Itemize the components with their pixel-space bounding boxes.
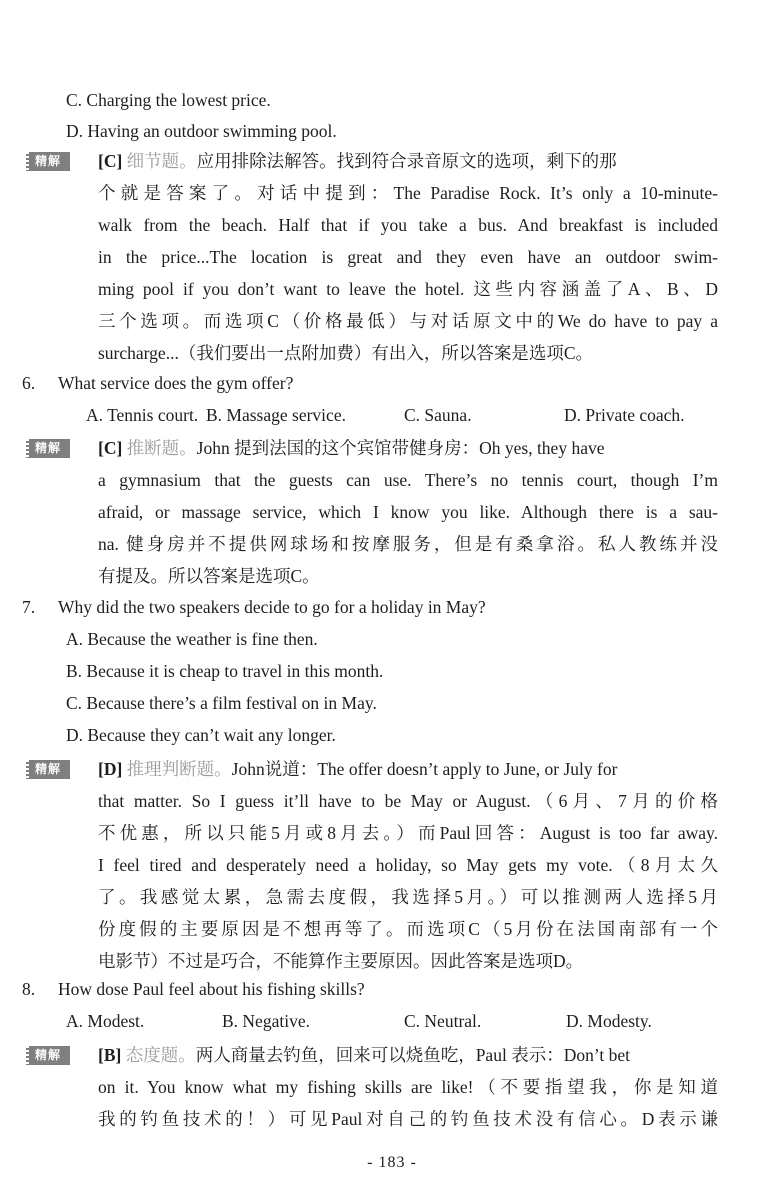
explanation-text: 我的钓鱼技术的！）可见Paul对自己的钓鱼技术没有信心。D表示谦	[98, 1109, 718, 1129]
explanation-text: John 提到法国的这个宾馆带健身房：Oh yes, they have	[196, 438, 605, 458]
question-number: 7.	[22, 597, 36, 617]
option-b: B. Massage service.	[206, 405, 346, 425]
explanation-text: 应用排除法解答。找到符合录音原文的选项，剩下的那	[196, 151, 617, 171]
explanation-text: 两人商量去钓鱼，回来可以烧鱼吃，Paul 表示：Don’t bet	[195, 1045, 630, 1065]
explanation-text: 三个选项。而选项C（价格最低）与对话原文中的We do have to pay a	[98, 311, 718, 331]
explanation-text: 有提及。所以答案是选项C。	[98, 566, 320, 586]
explanation-text: a gymnasium that the guests can use. There’s no tennis court, though I’m	[98, 470, 718, 490]
question-number: 8.	[22, 979, 36, 999]
option-b: B. Negative.	[222, 1011, 310, 1031]
explanation-text: afraid, or massage service, which I know you like. Although there is a sau-	[98, 502, 718, 522]
explanation-text: 了。我感觉太累，急需去度假，我选择5月。）可以推测两人选择5月	[98, 887, 718, 907]
explanation-text: on it. You know what my fishing skills are like!（不要指望我，你是知道	[98, 1077, 718, 1097]
option-d: D. Because they can’t wait any longer.	[66, 725, 336, 745]
explanation-text: I feel tired and desperately need a holiday, so May gets my vote.（8月太久	[98, 855, 718, 875]
option-d: D. Having an outdoor swimming pool.	[66, 121, 337, 141]
option-c: C. Because there’s a film festival on in May.	[66, 693, 377, 713]
question-type-tag: 细节题。	[126, 151, 197, 171]
explanation-text: John说道：The offer doesn’t apply to June, or July for	[231, 759, 618, 779]
explanation-text: ming pool if you don’t want to leave the hotel. 这些内容涵盖了A、B、D	[98, 279, 718, 299]
option-c: C. Charging the lowest price.	[66, 90, 271, 110]
option-a: A. Because the weather is fine then.	[66, 629, 318, 649]
explanation-text: in the price...The location is great and they even have an outdoor swim-	[98, 247, 718, 267]
explanation-text: that matter. So I guess it’ll have to be May or August.（6月、7月的价格	[98, 791, 718, 811]
explanation-badge: 精解	[26, 439, 70, 458]
option-b: B. Because it is cheap to travel in this month.	[66, 661, 384, 681]
option-a: A. Tennis court.	[86, 405, 199, 425]
question-text: Why did the two speakers decide to go for a holiday in May?	[58, 597, 486, 617]
option-c: C. Neutral.	[404, 1011, 482, 1031]
answer-key: [D]	[98, 759, 123, 779]
explanation-text: 份度假的主要原因是不想再等了。而选项C（5月份在法国南部有一个	[98, 919, 718, 939]
answer-key: [C]	[98, 438, 123, 458]
question-text: How dose Paul feel about his fishing skills?	[58, 979, 365, 999]
question-number: 6.	[22, 373, 36, 393]
question-type-tag: 推断题。	[126, 438, 197, 458]
explanation-5-line-0	[98, 146, 617, 176]
option-a: A. Modest.	[66, 1011, 145, 1031]
answer-key: [B]	[98, 1045, 122, 1065]
explanation-badge: 精解	[26, 152, 70, 171]
explanation-text: walk from the beach. Half that if you take a bus. And breakfast is included	[98, 215, 718, 235]
option-d: D. Private coach.	[564, 405, 685, 425]
question-text: What service does the gym offer?	[58, 373, 294, 393]
option-c: C. Sauna.	[404, 405, 472, 425]
explanation-text: 不优惠，所以只能5月或8月去。）而Paul回答：August is too far away.	[98, 823, 718, 843]
option-d: D. Modesty.	[566, 1011, 652, 1031]
explanation-badge: 精解	[26, 1046, 70, 1065]
explanation-text: na. 健身房并不提供网球场和按摩服务，但是有桑拿浴。私人教练并没	[98, 534, 718, 554]
explanation-6-line-0	[98, 433, 605, 463]
explanation-8-line-0	[98, 1040, 630, 1070]
question-type-tag: 态度题。	[125, 1045, 196, 1065]
explanation-text: 个就是答案了。对话中提到：The Paradise Rock. It’s only a 10-minute-	[98, 183, 718, 203]
explanation-text: surcharge...（我们要出一点附加费）有出入，所以答案是选项C。	[98, 343, 593, 363]
explanation-text: 电影节）不过是巧合，不能算作主要原因。因此答案是选项D。	[98, 951, 584, 971]
page-number: - 183 -	[367, 1154, 417, 1171]
explanation-badge: 精解	[26, 760, 70, 779]
explanation-7-line-0	[98, 754, 617, 784]
question-type-tag: 推理判断题。	[126, 759, 232, 779]
answer-key: [C]	[98, 151, 123, 171]
